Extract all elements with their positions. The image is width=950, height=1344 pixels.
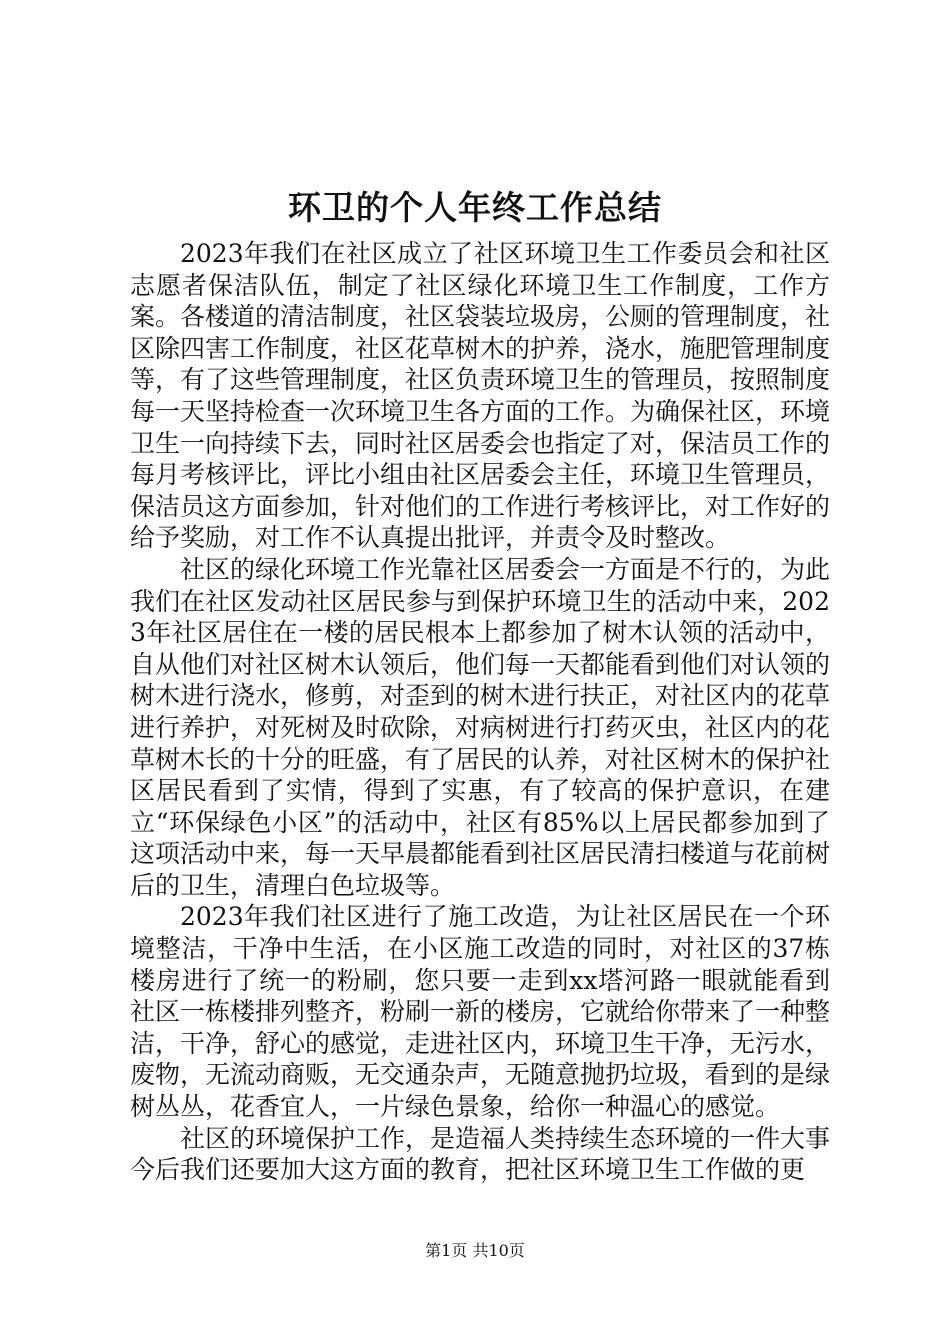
paragraph-2: 社区的绿化环境工作光靠社区居委会一方面是不行的，为此我们在社区发动社区居民参与到保护环境卫生的活动中来，2023年社区居住在一楼的居民根本上都参加了树木认领的活动中，自从他们对社区树木认领后，他们每一天都能看到他们对认领的树木进行浇水，修剪，对歪到的树木进行扶正，对社区内的花草进行养护，对死树及时砍除，对病树进行打药灭虫，社区内的花草树木长的十分的旺盛，有了居民的认养，对社区树木的保护社区居民看到了实情，得到了实惠，有了较高的保护意识，在建立“环保绿色小区”的活动中，社区有85%以上居民都参加到了这项活动中来，每一天早晨都能看到社区居民清扫楼道与花前树后的卫生，清理白色垃圾等。 bbox=[130, 554, 831, 900]
document-body bbox=[130, 238, 830, 1186]
paragraph-3: 2023年我们社区进行了施工改造，为让社区居民在一个环境整洁，干净中生活，在小区施工改造的同时，对社区的37栋楼房进行了统一的粉刷，您只要一走到xx塔河路一眼就能看到社区一栋楼排列整齐，粉刷一新的楼房，它就给你带来了一种整洁，干净，舒心的感觉，走进社区内，环境卫生干净，无污水，废物，无流动商贩，无交通杂声，无随意抛扔垃圾，看到的是绿树丛丛，花香宜人，一片绿色景象，给你一种温心的感觉。 bbox=[130, 902, 831, 1122]
paragraph-4: 社区的环境保护工作，是造福人类持续生态环境的一件大事今后我们还要加大这方面的教育，把社区环境卫生工作做的更 bbox=[130, 1123, 831, 1185]
page-footer: 第1页 共10页 bbox=[425, 1241, 525, 1260]
document-title: 环卫的个人年终工作总结 bbox=[288, 188, 662, 227]
paragraph-1: 2023年我们在社区成立了社区环境卫生工作委员会和社区志愿者保洁队伍，制定了社区绿化环境卫生工作制度，工作方案。各楼道的清洁制度，社区袋装垃圾房，公厕的管理制度，社区除四害工作制度，社区花草树木的护养，浇水，施肥管理制度等，有了这些管理制度，社区负责环境卫生的管理员，按照制度每一天坚持检查一次环境卫生各方面的工作。为确保社区，环境卫生一向持续下去，同时社区居委会也指定了对，保洁员工作的每月考核评比，评比小组由社区居委会主任，环境卫生管理员，保洁员这方面参加，针对他们的工作进行考核评比，对工作好的给予奖励，对工作不认真提出批评，并责令及时整改。 bbox=[130, 239, 831, 553]
